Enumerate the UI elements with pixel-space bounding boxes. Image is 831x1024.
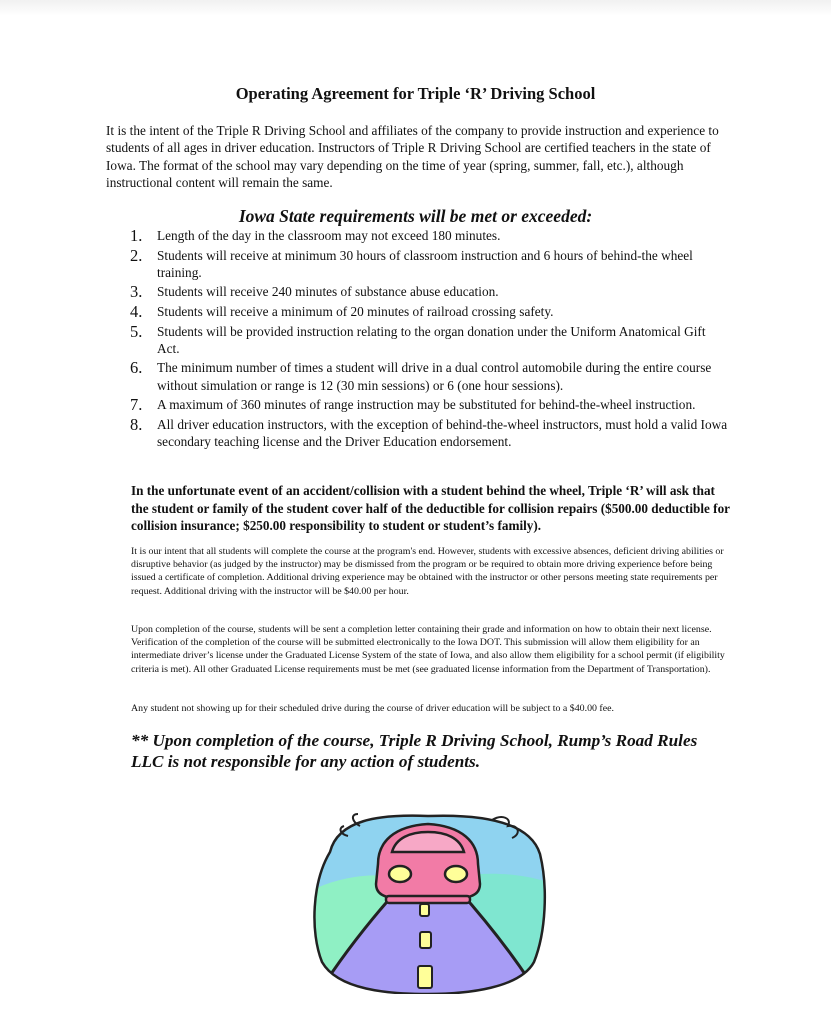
intro-paragraph: It is the intent of the Triple R Driving School and affiliates of the company to provide instruction and experience to students of all ages in driver education. Instructors of Triple R Driving School are certified teachers in the state of Iowa. The format of the school may vary depending on the time of year (spring, summer, fall, etc.), although instructional content will remain the same. bbox=[106, 123, 719, 191]
liability-disclaimer: ** Upon completion of the course, Triple R Driving School, Rump’s Road Rules LLC is not responsible for any action of students. bbox=[131, 731, 698, 771]
lane-marker bbox=[420, 932, 431, 948]
list-number: 3. bbox=[130, 282, 143, 302]
list-item-text: Length of the day in the classroom may not exceed 180 minutes. bbox=[157, 228, 501, 243]
list-item bbox=[130, 359, 730, 393]
no-show-fee-paragraph: Any student not showing up for their scheduled drive during the course of driver education will be subject to a $40.00 fee. bbox=[131, 703, 614, 714]
list-item bbox=[130, 227, 730, 244]
list-number: 5. bbox=[130, 321, 143, 341]
accident-notice: In the unfortunate event of an accident/collision with a student behind the wheel, Triple ‘R’ will ask that the student or family of the student cover half of the deductible for collision repairs ($500.00 deductible for collision insurance; $250.00 responsibility to student or student’s family). bbox=[131, 483, 730, 534]
lane-marker bbox=[418, 966, 432, 988]
requirements-heading: Iowa State requirements will be met or exceeded: bbox=[238, 206, 593, 226]
list-item bbox=[130, 303, 730, 320]
list-item-text: Students will receive a minimum of 20 minutes of railroad crossing safety. bbox=[157, 303, 554, 319]
list-number: 2. bbox=[130, 245, 143, 265]
list-number: 6. bbox=[130, 358, 143, 378]
car bbox=[376, 824, 480, 903]
list-item-text: All driver education instructors, with the exception of behind-the-wheel instructors, must hold a valid Iowa secondary teaching license and the Driver Education endorsement. bbox=[157, 416, 728, 449]
list-item bbox=[130, 416, 730, 450]
document-title: Operating Agreement for Triple ‘R’ Driving School bbox=[235, 84, 596, 103]
list-item-text: The minimum number of times a student will drive in a dual control automobile during the entire course without simulation or range is 12 (30 min sessions) or 6 (one hour sessions). bbox=[157, 360, 712, 393]
completion-policy-paragraph: It is our intent that all students will complete the course at the program's end. However, students with excessive absences, deficient driving abilities or disruptive behavior (as judged by the instructor) may be dismissed from the program or be required to obtain more driving experience before being issued a certificate of completion. Additional driving experience may be obtained with the instructor or other persons meeting state requirements per request. Additional driving with the instructor will be $40.00 per hour. bbox=[131, 546, 724, 597]
list-item bbox=[130, 323, 730, 357]
list-item-text: Students will be provided instruction relating to the organ donation under the Uniform Anatomical Gift Act. bbox=[157, 323, 706, 356]
list-number: 7. bbox=[130, 395, 143, 415]
list-number: 4. bbox=[130, 301, 143, 321]
list-item-text: Students will receive 240 minutes of substance abuse education. bbox=[157, 284, 499, 300]
completion-letter-paragraph: Upon completion of the course, students will be sent a completion letter containing their grade and information on how to obtain their next license. Verification of the completion of the course will be submitted electronically to the Iowa DOT. This submission will allow them eligibility for an intermediate driver’s license under the Graduated License System of the state of Iowa, and also allow them eligibility for a school permit (if eligibility criteria is met). All other Graduated License requirements must be met (see graduated license information from the Department of Transportation). bbox=[131, 624, 725, 675]
list-item-text: Students will receive at minimum 30 hours of classroom instruction and 6 hours of behind-the wheel training. bbox=[157, 247, 693, 280]
list-item-text: A maximum of 360 minutes of range instruction may be substituted for behind-the-wheel instruction. bbox=[157, 397, 696, 413]
list-number: 1. bbox=[130, 226, 143, 245]
lane-marker bbox=[420, 904, 429, 916]
list-number: 8. bbox=[130, 414, 143, 434]
requirements-list bbox=[130, 227, 730, 453]
list-item bbox=[130, 283, 730, 300]
list-item bbox=[130, 247, 730, 281]
car-on-road-clipart-icon bbox=[308, 812, 548, 994]
list-item bbox=[130, 396, 730, 413]
